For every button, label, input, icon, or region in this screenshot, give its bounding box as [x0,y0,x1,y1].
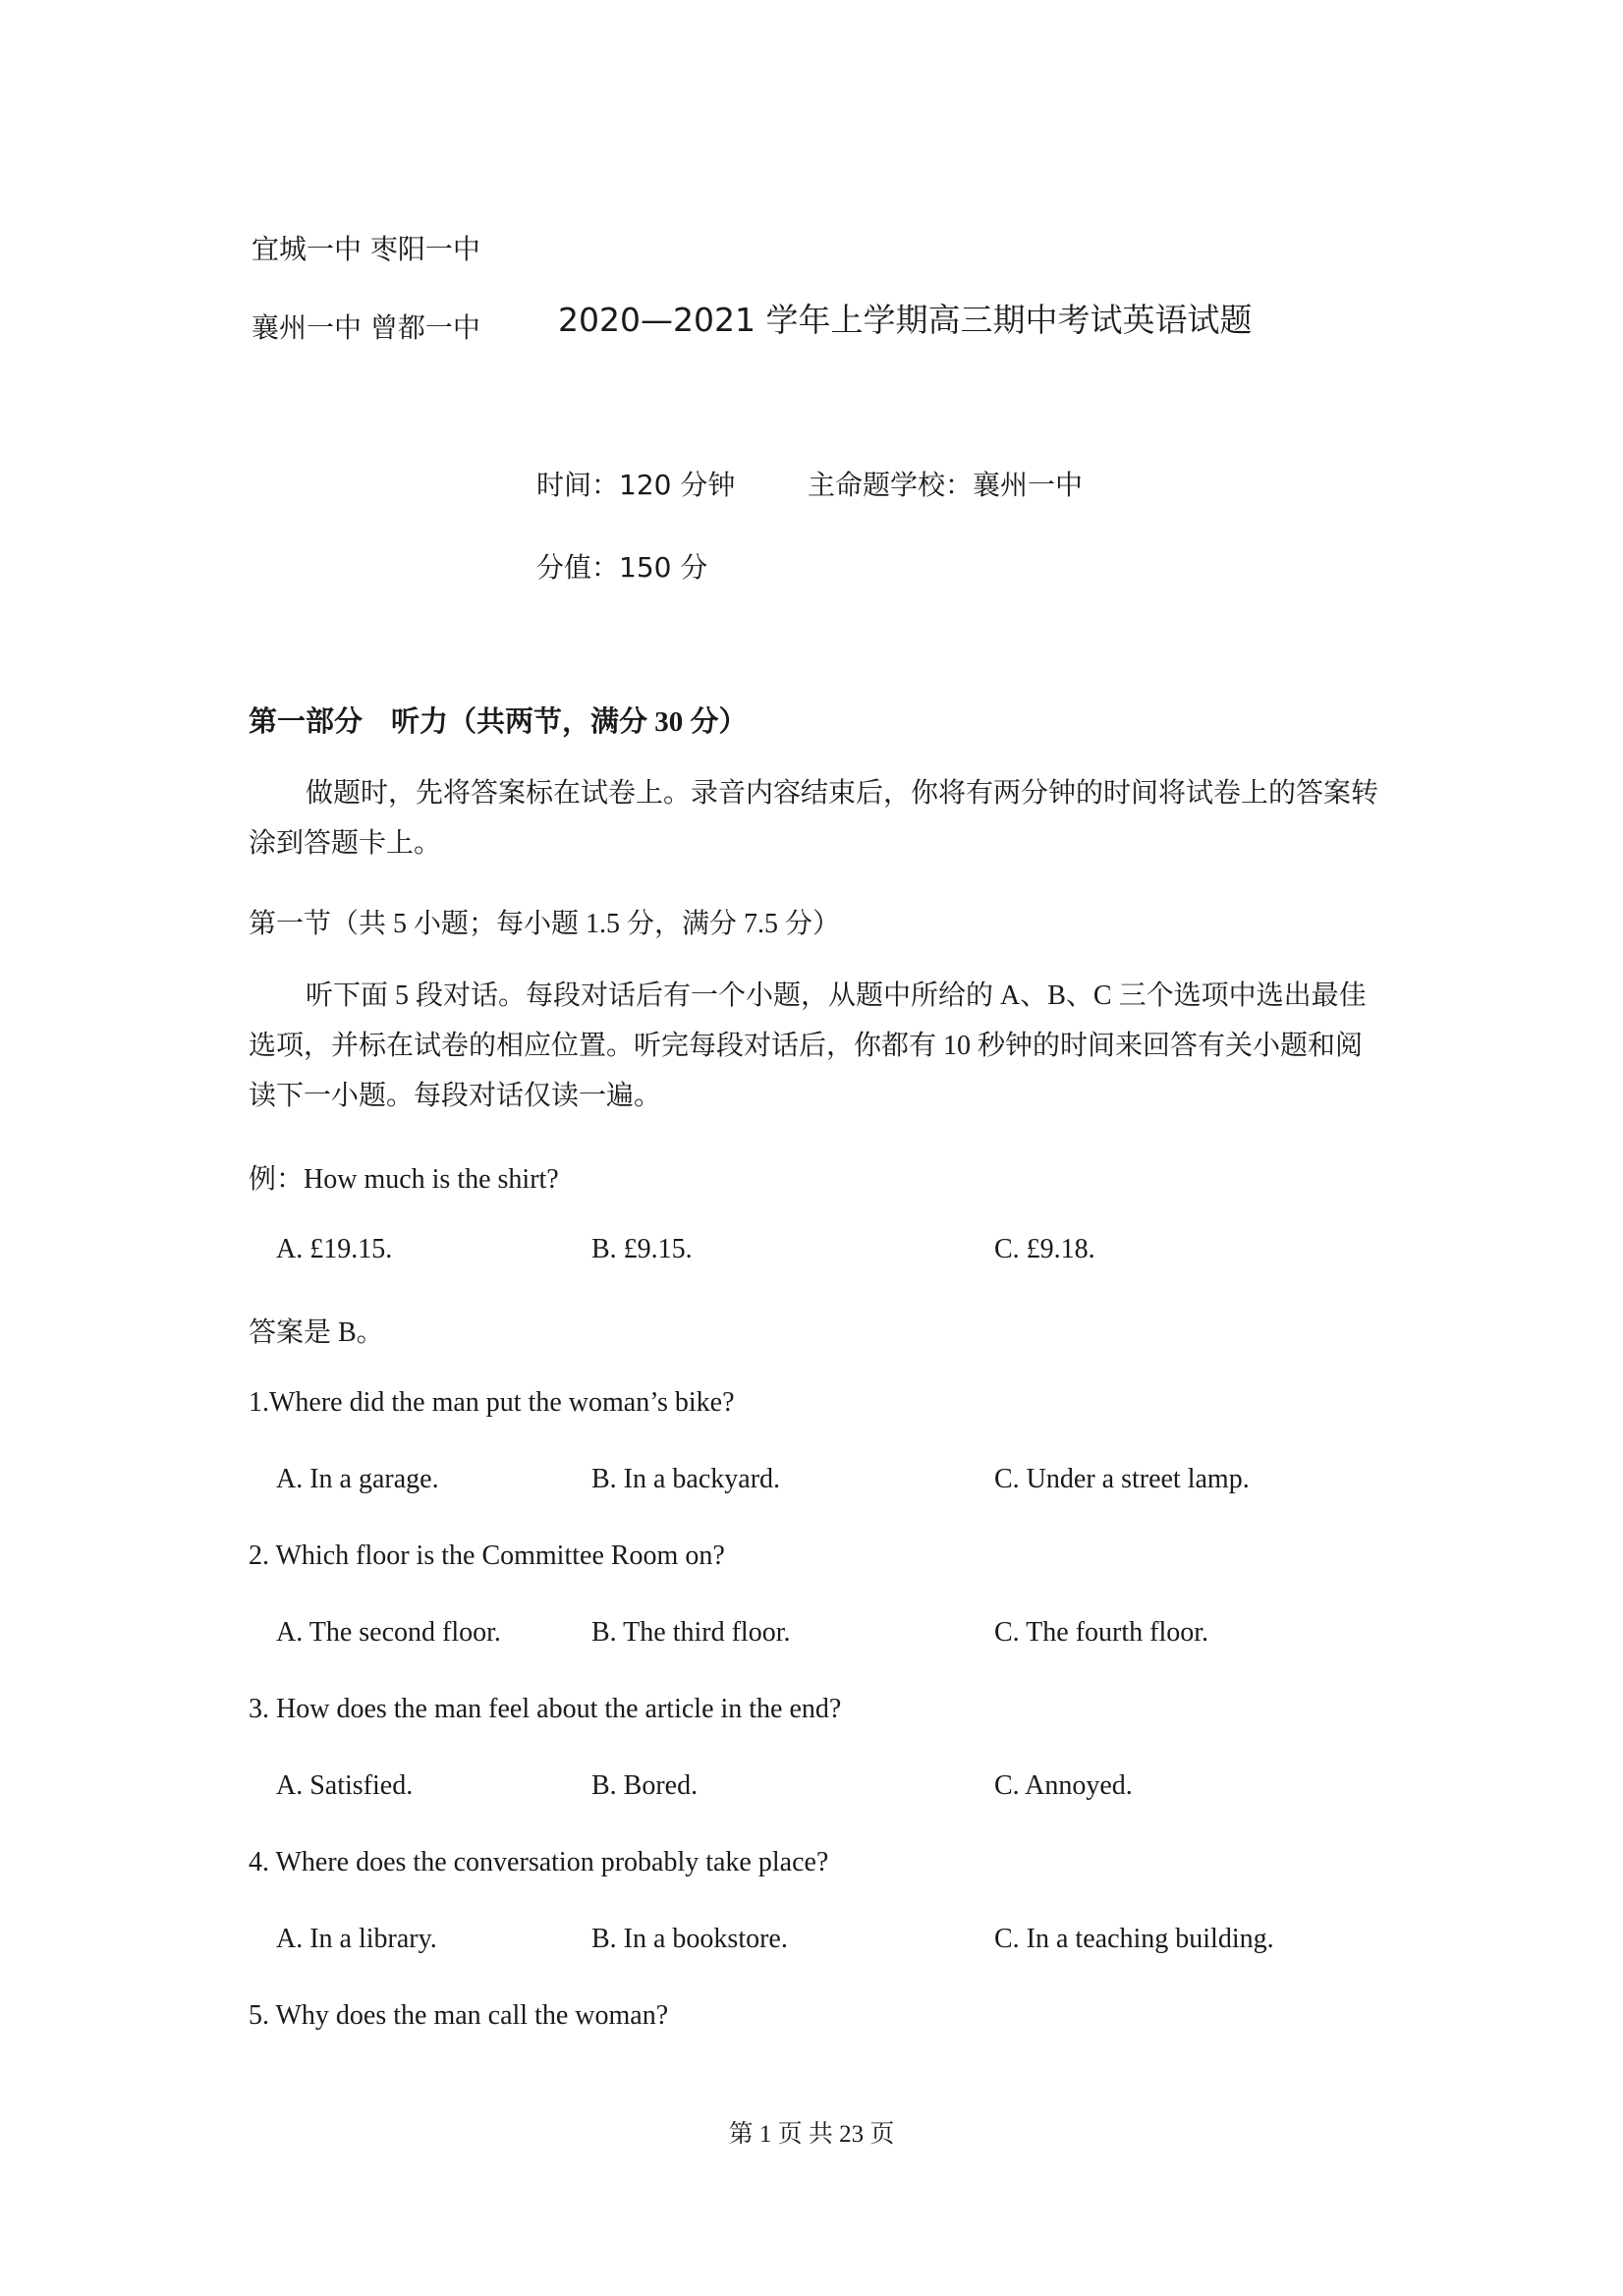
question-4-option-a: A. In a library. [276,1924,437,1954]
question-3-stem: 3. How does the man feel about the article in the end? [249,1694,842,1724]
question-1-option-c: C. Under a street lamp. [994,1464,1250,1494]
question-4-option-b: B. In a bookstore. [591,1924,788,1954]
question-1-option-a: A. In a garage. [276,1464,439,1494]
question-1-option-b: B. In a backyard. [591,1464,781,1494]
question-2-stem: 2. Which floor is the Committee Room on? [249,1540,725,1571]
section1-heading: 第一节（共 5 小题；每小题 1.5 分，满分 7.5 分） [249,909,841,939]
schools-line-2: 襄州一中 曾都一中 [252,311,480,344]
lead-school: 主命题学校：襄州一中 [808,469,1084,501]
section1-instruction: 听下面 5 段对话。每段对话后有一个小题，从题中所给的 A、B、C 三个选项中选出最佳选项，并标在试卷的相应位置。听完每段对话后，你都有 10 秒钟的时间来回答有关小题和阅读下一小题。每段对话仅读一遍。 [249,980,1367,1111]
question-5-stem: 5. Why does the man call the woman? [249,2000,669,2031]
question-3-option-c: C. Annoyed. [994,1770,1133,1801]
exam-time: 时间：120 分钟 [536,469,736,501]
part1-instruction: 做题时，先将答案标在试卷上。录音内容结束后，你将有两分钟的时间将试卷上的答案转涂到答题卡上。 [249,778,1379,859]
example-option-a: A. £19.15. [276,1234,393,1264]
schools-line-1: 宜城一中 枣阳一中 [252,233,480,265]
page-number: 第 1 页 共 23 页 [728,2121,895,2148]
question-2-option-a: A. The second floor. [276,1617,501,1648]
question-3-option-b: B. Bored. [591,1770,699,1801]
exam-score: 分值：150 分 [536,551,708,584]
question-1-stem: 1.Where did the man put the woman’s bike? [249,1387,735,1418]
question-3-option-a: A. Satisfied. [276,1770,414,1801]
question-2-option-c: C. The fourth floor. [994,1617,1209,1648]
page-title: 2020—2021 学年上学期高三期中考试英语试题 [558,301,1253,339]
question-4-option-c: C. In a teaching building. [994,1924,1274,1954]
example-question: 例：How much is the shirt? [249,1164,559,1195]
question-2-option-b: B. The third floor. [591,1617,791,1648]
question-4-stem: 4. Where does the conversation probably take place? [249,1847,829,1877]
example-option-c: C. £9.18. [994,1234,1095,1264]
part1-heading: 第一部分 听力（共两节，满分 30 分） [249,706,748,738]
example-answer: 答案是 B。 [249,1317,384,1348]
example-option-b: B. £9.15. [591,1234,693,1264]
